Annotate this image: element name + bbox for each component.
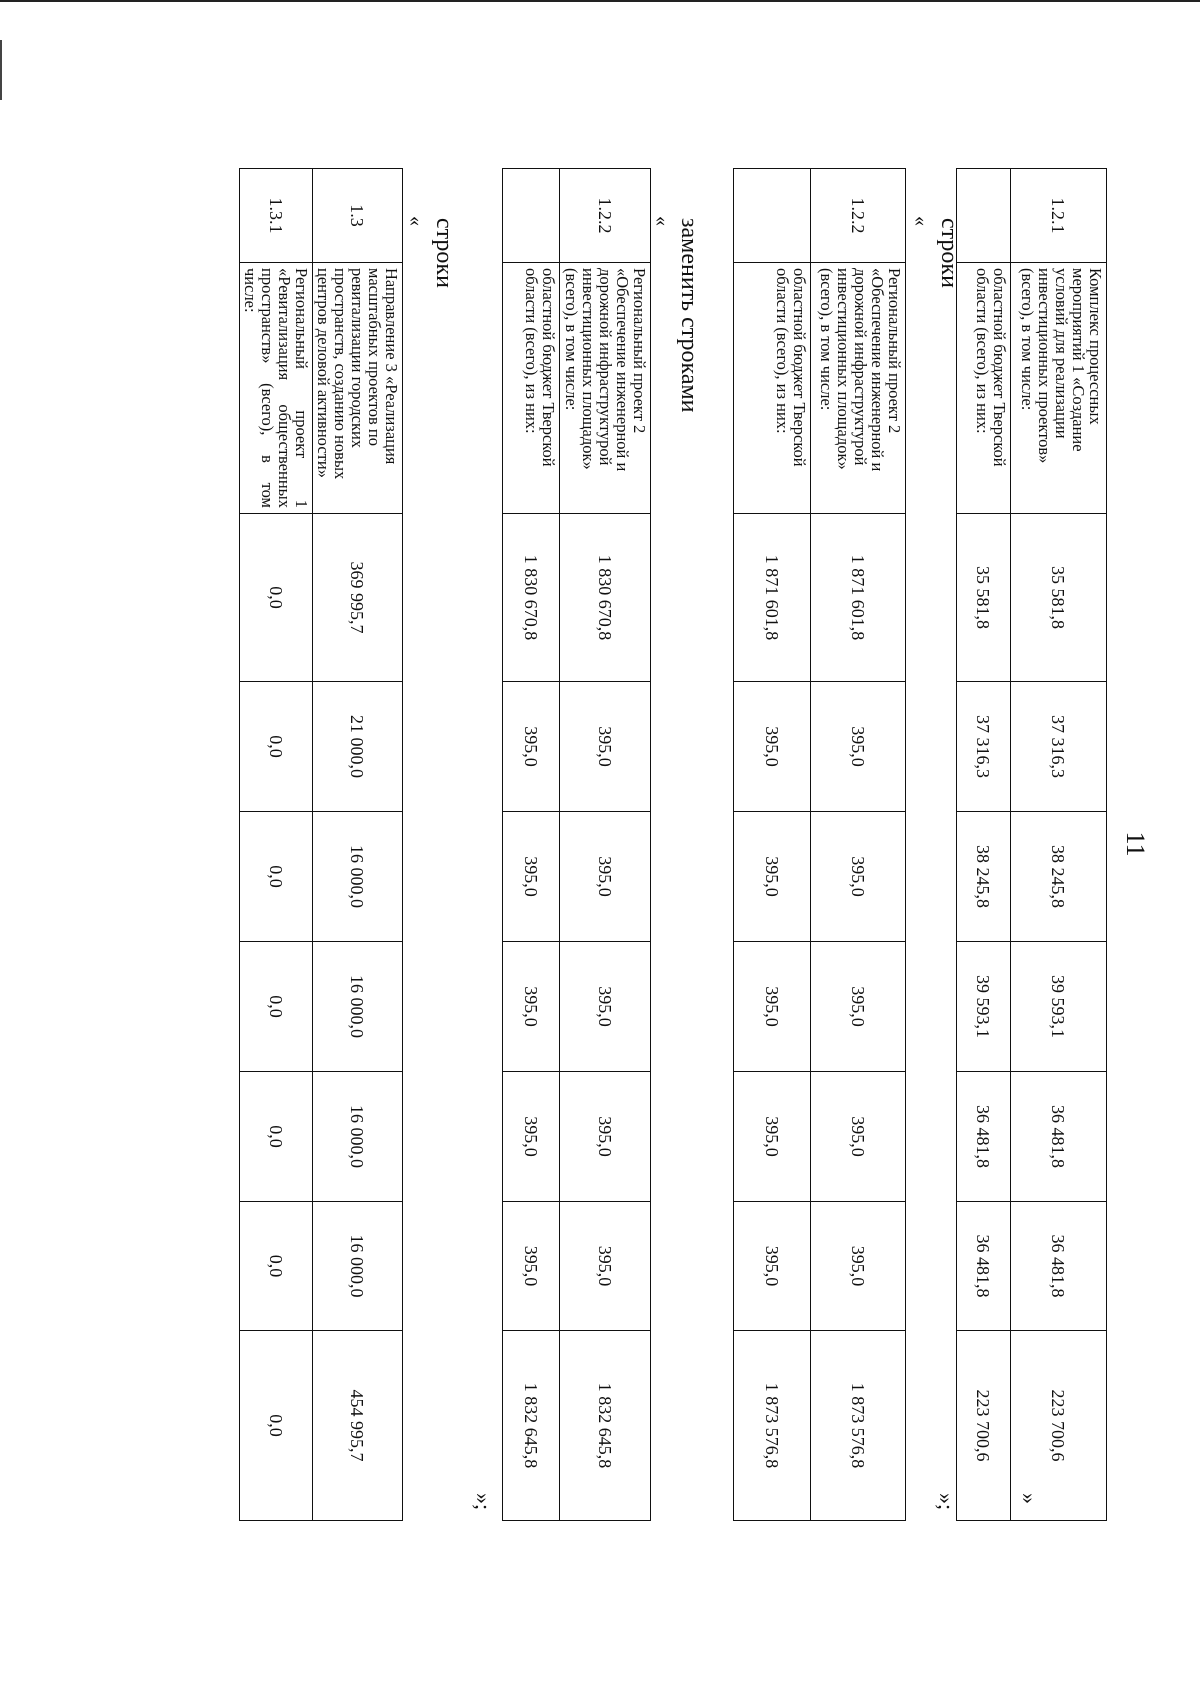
value-cell: 395,0 xyxy=(503,1202,560,1331)
value-cell: 395,0 xyxy=(734,1202,811,1331)
value-cell: 16 000,0 xyxy=(313,1202,403,1331)
value-cell: 395,0 xyxy=(811,682,906,812)
value-cell: 1 830 670,8 xyxy=(503,514,560,682)
section-label: строки xyxy=(936,218,962,288)
row-name: областной бюджет Тверской области (всего), из них: xyxy=(503,263,560,514)
open-quote: « xyxy=(405,216,427,226)
row-name: Региональный проект 2 «Обеспечение инженерной и дорожной инфраструктурой инвестиционных площадок» (всего), в том числе: xyxy=(811,263,906,514)
row-name: Комплекс процессных мероприятий 1 «Создание условий для реализации инвестиционных проектов» (всего), в том числе: xyxy=(1011,263,1107,514)
value-cell: 369 995,7 xyxy=(313,514,403,682)
value-cell: 0,0 xyxy=(240,942,313,1072)
value-cell: 39 593,1 xyxy=(1011,942,1107,1072)
value-cell: 0,0 xyxy=(240,1202,313,1331)
table-row xyxy=(734,169,811,1521)
value-cell: 35 581,8 xyxy=(1011,514,1107,682)
value-cell: 0,0 xyxy=(240,1331,313,1521)
value-cell: 0,0 xyxy=(240,514,313,682)
scan-edge-top xyxy=(0,0,1200,2)
value-cell: 454 995,7 xyxy=(313,1331,403,1521)
value-cell: 395,0 xyxy=(560,1202,651,1331)
value-cell: 0,0 xyxy=(240,682,313,812)
row-code xyxy=(503,169,560,263)
value-cell: 395,0 xyxy=(734,682,811,812)
row-name: Региональный проект 2 «Обеспечение инженерной и дорожной инфраструктурой инвестиционных площадок» (всего), в том числе: xyxy=(560,263,651,514)
value-cell: 395,0 xyxy=(560,1072,651,1202)
row-name: Направление 3 «Реализация масштабных проектов по ревитализации городских пространств, созданию новых центров деловой активности» xyxy=(313,263,403,514)
table-2 xyxy=(733,168,906,1521)
row-code xyxy=(734,169,811,263)
table-1 xyxy=(956,168,1107,1521)
value-cell: 395,0 xyxy=(734,812,811,942)
table-row xyxy=(560,169,651,1521)
scan-edge-left xyxy=(0,40,2,100)
value-cell: 38 245,8 xyxy=(957,812,1011,942)
value-cell: 395,0 xyxy=(811,812,906,942)
rotated-page xyxy=(200,168,1150,1520)
closing-quote: »; xyxy=(471,1493,496,1511)
value-cell: 16 000,0 xyxy=(313,812,403,942)
value-cell: 395,0 xyxy=(734,942,811,1072)
row-code: 1.3 xyxy=(313,169,403,263)
value-cell: 395,0 xyxy=(503,682,560,812)
value-cell: 39 593,1 xyxy=(957,942,1011,1072)
value-cell: 1 873 576,8 xyxy=(734,1331,811,1521)
row-name: областной бюджет Тверской области (всего), из них: xyxy=(957,263,1011,514)
value-cell: 36 481,8 xyxy=(1011,1072,1107,1202)
value-cell: 1 832 645,8 xyxy=(503,1331,560,1521)
value-cell: 1 873 576,8 xyxy=(811,1331,906,1521)
value-cell: 1 830 670,8 xyxy=(560,514,651,682)
value-cell: 223 700,6 xyxy=(1011,1331,1107,1521)
section-label: строки xyxy=(431,218,457,288)
value-cell: 16 000,0 xyxy=(313,942,403,1072)
value-cell: 395,0 xyxy=(503,942,560,1072)
value-cell: 395,0 xyxy=(560,812,651,942)
table-row xyxy=(1011,169,1107,1521)
value-cell: 21 000,0 xyxy=(313,682,403,812)
value-cell: 395,0 xyxy=(560,682,651,812)
value-cell: 37 316,3 xyxy=(1011,682,1107,812)
value-cell: 1 871 601,8 xyxy=(811,514,906,682)
table-4 xyxy=(239,168,403,1521)
value-cell: 36 481,8 xyxy=(957,1202,1011,1331)
value-cell: 35 581,8 xyxy=(957,514,1011,682)
page-number: 11 xyxy=(1121,831,1150,857)
value-cell: 395,0 xyxy=(503,1072,560,1202)
closing-quote: »; xyxy=(934,1493,959,1511)
row-code xyxy=(957,169,1011,263)
row-code: 1.2.1 xyxy=(1011,169,1107,263)
value-cell: 1 832 645,8 xyxy=(560,1331,651,1521)
value-cell: 395,0 xyxy=(811,1072,906,1202)
value-cell: 16 000,0 xyxy=(313,1072,403,1202)
value-cell: 395,0 xyxy=(503,812,560,942)
value-cell: 1 871 601,8 xyxy=(734,514,811,682)
value-cell: 36 481,8 xyxy=(1011,1202,1107,1331)
table-row xyxy=(811,169,906,1521)
value-cell: 395,0 xyxy=(811,942,906,1072)
table-3 xyxy=(502,168,651,1521)
row-code: 1.2.2 xyxy=(811,169,906,263)
table-row xyxy=(313,169,403,1521)
value-cell: 395,0 xyxy=(734,1072,811,1202)
row-code: 1.3.1 xyxy=(240,169,313,263)
row-name: областной бюджет Тверской области (всего), из них: xyxy=(734,263,811,514)
value-cell: 0,0 xyxy=(240,812,313,942)
table-row xyxy=(957,169,1011,1521)
row-code: 1.2.2 xyxy=(560,169,651,263)
open-quote: « xyxy=(910,216,932,226)
value-cell: 395,0 xyxy=(811,1202,906,1331)
table-row xyxy=(240,169,313,1521)
section-label: заменить строками xyxy=(676,218,702,413)
value-cell: 395,0 xyxy=(560,942,651,1072)
value-cell: 223 700,6 xyxy=(957,1331,1011,1521)
value-cell: 0,0 xyxy=(240,1072,313,1202)
value-cell: 36 481,8 xyxy=(957,1072,1011,1202)
open-quote: « xyxy=(651,216,673,226)
row-name: Региональный проект 1 «Ревитализация общественных пространств» (всего), в том числе: xyxy=(240,263,313,514)
table-row xyxy=(503,169,560,1521)
closing-quote: » xyxy=(1017,1493,1042,1504)
value-cell: 38 245,8 xyxy=(1011,812,1107,942)
value-cell: 37 316,3 xyxy=(957,682,1011,812)
